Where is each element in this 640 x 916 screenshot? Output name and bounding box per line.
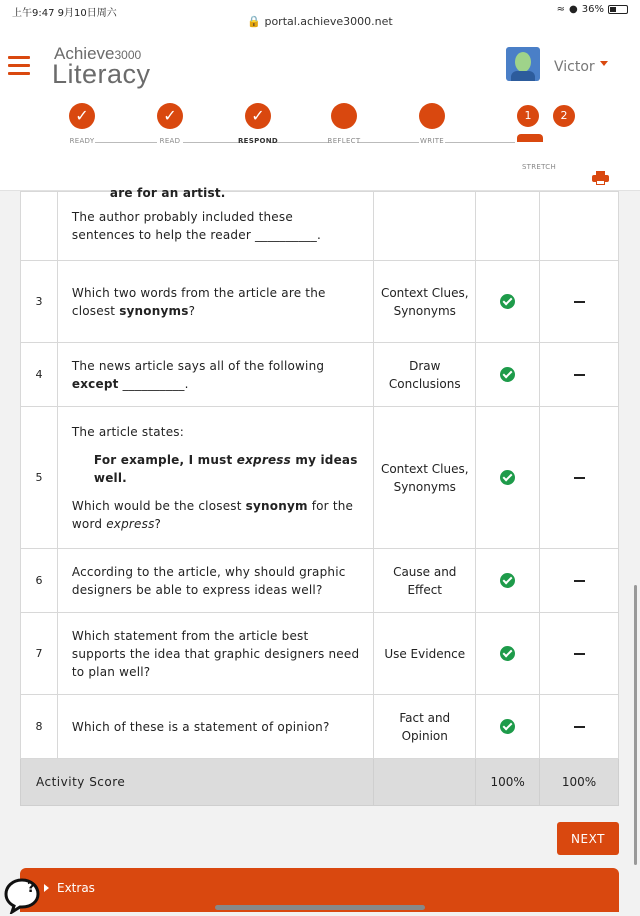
- step-write[interactable]: [419, 103, 445, 129]
- question-text: According to the article, why should graphic designers be able to express ideas well?: [57, 549, 373, 613]
- svg-text:?: ?: [27, 880, 36, 896]
- dash-icon: [574, 301, 585, 303]
- caret-right-icon: [44, 884, 49, 892]
- table-row: [21, 407, 619, 549]
- menu-icon[interactable]: [8, 56, 30, 74]
- skill-label: Use Evidence: [374, 613, 476, 695]
- dash-icon: [574, 477, 585, 479]
- avatar[interactable]: [506, 47, 540, 81]
- logo-3000-text: 3000: [114, 48, 142, 62]
- skill-label: Cause and Effect: [374, 549, 476, 613]
- question-number: 7: [21, 613, 58, 695]
- check-circle-icon: [500, 470, 515, 485]
- battery-percent: 36%: [581, 4, 604, 15]
- question-number: 4: [21, 343, 58, 407]
- status-time: 上午9:47 9月10日周六: [12, 8, 117, 19]
- table-row: [21, 261, 619, 343]
- skill-label: Context Clues, Synonyms: [374, 407, 476, 549]
- table-row: [21, 192, 619, 261]
- results-table: [20, 186, 619, 806]
- step-reflect[interactable]: [331, 103, 357, 129]
- question-text: Which two words from the article are the closest synonyms?: [57, 261, 373, 343]
- step-label-read: READ: [159, 137, 181, 145]
- step-stretch-1[interactable]: 1: [515, 103, 541, 129]
- status-indicators: [557, 4, 628, 15]
- check-circle-icon: [500, 719, 515, 734]
- alarm-icon: ●: [569, 4, 578, 15]
- scrollbar[interactable]: [634, 585, 637, 865]
- check-circle-icon: [500, 573, 515, 588]
- step-ready-check-icon[interactable]: ✓: [69, 103, 95, 129]
- step-stretch-2[interactable]: 2: [551, 103, 577, 129]
- printer-icon[interactable]: [592, 171, 609, 185]
- question-text: Which statement from the article best supports the idea that graphic designers need to plan well?: [57, 613, 373, 695]
- skill-label: Context Clues, Synonyms: [374, 261, 476, 343]
- dash-icon: [574, 726, 585, 728]
- home-indicator[interactable]: [215, 905, 425, 910]
- help-bubble-icon[interactable]: [2, 874, 42, 914]
- skill-label: Draw Conclusions: [374, 343, 476, 407]
- activity-score-row: [21, 759, 619, 806]
- question-number: 3: [21, 261, 58, 343]
- step-label-ready: READY: [69, 137, 95, 145]
- question-text: The article states: For example, I must express my ideas well. Which would be the closest synonym for the word express?: [57, 407, 373, 549]
- dash-icon: [574, 653, 585, 655]
- app-header: [0, 34, 640, 191]
- next-button[interactable]: NEXT: [557, 822, 619, 855]
- check-circle-icon: [500, 367, 515, 382]
- chevron-down-icon[interactable]: [600, 61, 608, 66]
- logo-achieve-text: Achieve: [54, 44, 115, 63]
- status-bar: [0, 0, 640, 34]
- table-row: [21, 613, 619, 695]
- address-bar[interactable]: [0, 15, 640, 28]
- username[interactable]: Victor: [554, 59, 595, 75]
- article-quote: For example, I must express my ideas well.: [93, 452, 358, 485]
- step-label-respond: RESPOND: [237, 137, 279, 145]
- check-circle-icon: [500, 294, 515, 309]
- skill-label: Fact and Opinion: [374, 695, 476, 759]
- table-row: [21, 549, 619, 613]
- question-number: 8: [21, 695, 58, 759]
- activity-score-label: Activity Score: [21, 759, 374, 806]
- dash-icon: [574, 374, 585, 376]
- question-text: [57, 186, 373, 261]
- lock-icon: 🔒: [247, 15, 261, 28]
- step-read-check-icon[interactable]: ✓: [157, 103, 183, 129]
- question-text: The news article says all of the following except __________.: [57, 343, 373, 407]
- step-label-write: WRITE: [419, 137, 445, 145]
- check-circle-icon: [500, 646, 515, 661]
- question-body: The author probably included these sentences to help the reader __________.: [71, 210, 321, 242]
- question-number: 6: [21, 549, 58, 613]
- logo-literacy: Literacy: [52, 59, 151, 89]
- url-text: portal.achieve3000.net: [264, 15, 393, 28]
- step-label-stretch: STRETCH: [521, 163, 557, 171]
- score-col2: 100%: [540, 759, 619, 806]
- dash-icon: [574, 580, 585, 582]
- extras-label: Extras: [57, 881, 95, 895]
- question-number: 5: [21, 407, 58, 549]
- question-text: Which of these is a statement of opinion?: [57, 695, 373, 759]
- wifi-icon: ≈: [556, 4, 566, 15]
- table-row: [21, 343, 619, 407]
- table-row: [21, 695, 619, 759]
- step-label-reflect: REFLECT: [327, 137, 361, 145]
- score-col1: 100%: [476, 759, 540, 806]
- step-respond-check-icon[interactable]: ✓: [245, 103, 271, 129]
- battery-icon: [608, 5, 628, 14]
- cut-text: are for an artist.: [109, 186, 226, 198]
- stretch-indicator: [517, 134, 543, 142]
